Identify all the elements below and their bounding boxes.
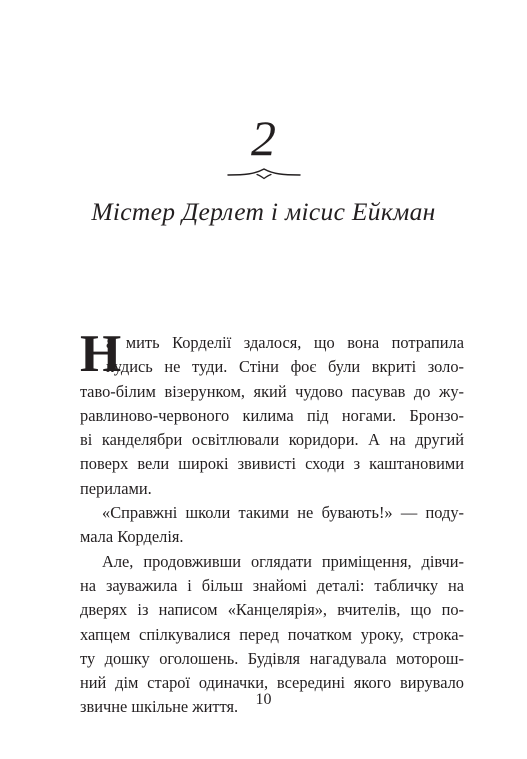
text-line: дверях із написом «Канцелярія», вчителів, що по- xyxy=(80,600,464,620)
page-number: 10 xyxy=(255,691,272,708)
text-line: ний дім старої одиначки, всередині якого вирувало xyxy=(80,673,464,693)
text-line: «Справжні школи такими не бувають!» — поду- xyxy=(102,503,464,523)
text-line: хапцем спілкувалися перед початком уроку, строка- xyxy=(80,624,464,644)
text-line: ві канделябри освітлювали коридори. А на другий xyxy=(80,430,464,450)
text-line: тaво-білим візерунком, який чудово пасував до жу- xyxy=(80,381,464,401)
drop-cap: Н xyxy=(80,325,122,383)
text-line: кудись не туди. Стіни фоє були вкриті золо- xyxy=(106,357,464,377)
text-line: а мить Корделії здалося, що вона потрапила xyxy=(106,333,464,352)
chapter-title: Містер Дерлет і місис Ейкман xyxy=(91,197,436,226)
text-line: равлиново-червоного килима під ногами. Бронзо- xyxy=(80,405,464,425)
text-line: ту дошку оголошень. Будівля нагадувала моторош- xyxy=(80,648,464,668)
text-line: Але, продовживши оглядати приміщення, дівчи- xyxy=(102,551,464,571)
text-line: перилами. xyxy=(80,478,152,498)
text-line: звичне шкільне життя. xyxy=(80,697,239,717)
chapter-number: 2 xyxy=(251,110,276,166)
text-line: мала Корделія. xyxy=(80,527,184,547)
chapter-body xyxy=(80,325,464,720)
text-line: поверх вели широкі звивисті сходи з каштановими xyxy=(80,454,464,474)
text-line: на зауважила і більш знайомі деталі: табличку на xyxy=(80,575,464,595)
flourish-ornament-icon xyxy=(227,166,301,180)
